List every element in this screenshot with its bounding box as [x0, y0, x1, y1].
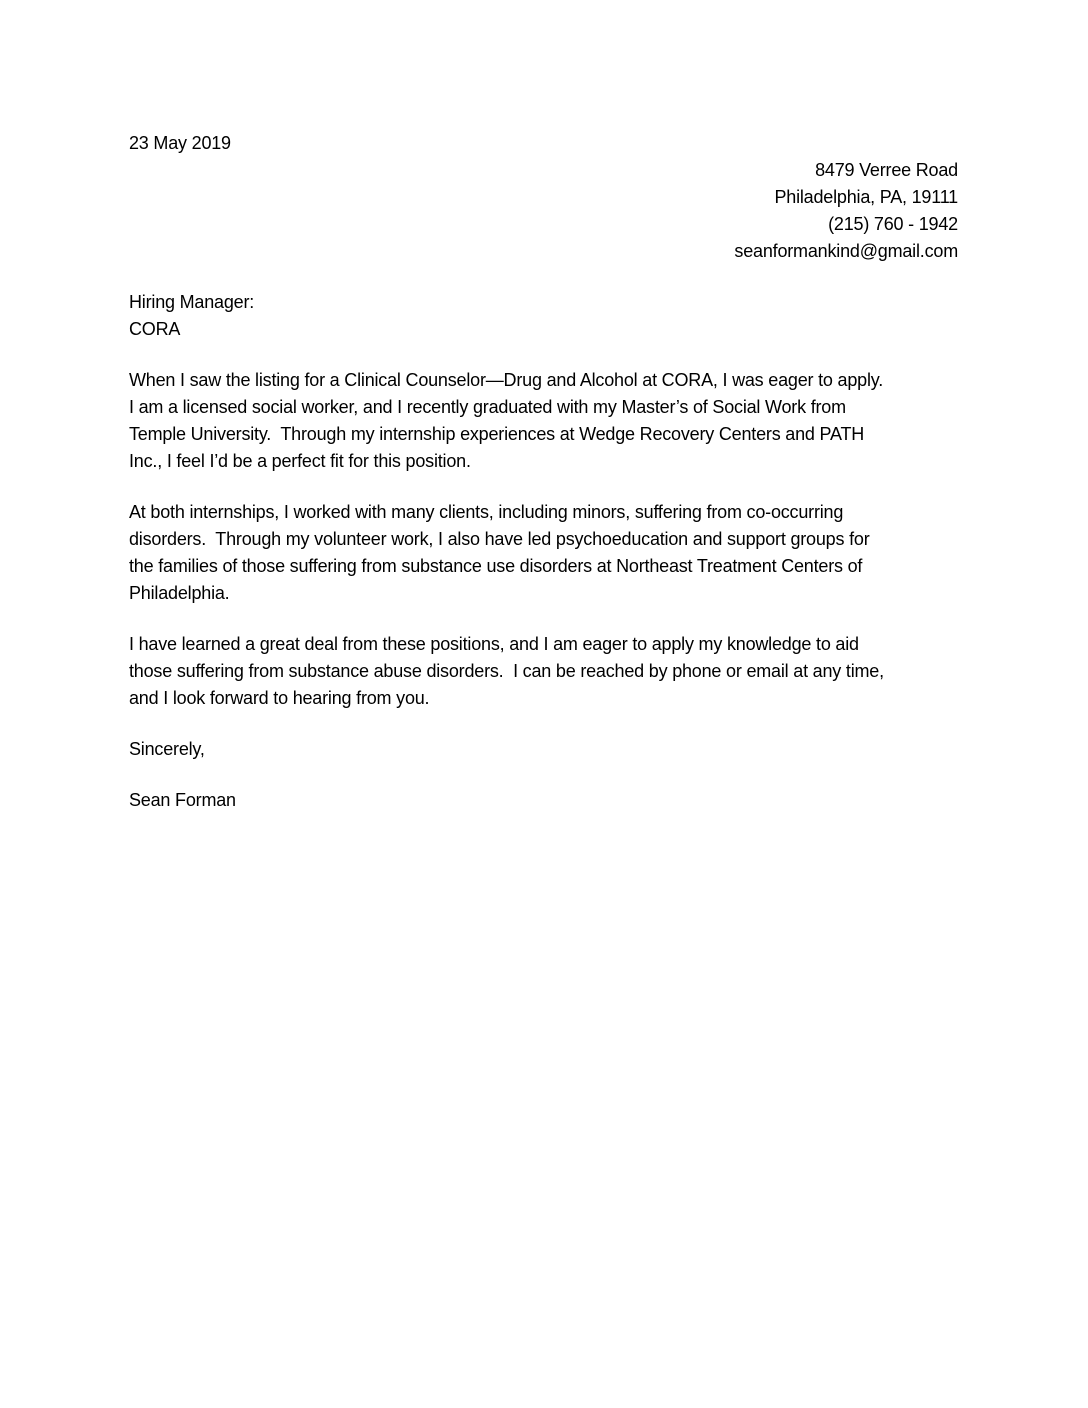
body-paragraph-2	[129, 499, 958, 607]
paragraph-line: Inc., I feel I’d be a perfect fit for this position.	[129, 451, 471, 471]
closing-salutation: Sincerely,	[129, 739, 205, 759]
paragraph-line: and I look forward to hearing from you.	[129, 688, 430, 708]
paragraph-line: Philadelphia.	[129, 583, 230, 603]
sender-city-state-zip: Philadelphia, PA, 19111	[774, 187, 958, 207]
body-paragraph-1	[129, 367, 958, 475]
paragraph-line: I have learned a great deal from these positions, and I am eager to apply my knowledge to aid	[129, 634, 859, 654]
sender-phone: (215) 760 - 1942	[828, 214, 958, 234]
paragraph-line: those suffering from substance abuse disorders. I can be reached by phone or email at any time,	[129, 661, 884, 681]
paragraph-line: When I saw the listing for a Clinical Counselor—Drug and Alcohol at CORA, I was eager to apply.	[129, 370, 884, 390]
paragraph-line: the families of those suffering from substance use disorders at Northeast Treatment Centers of	[129, 556, 863, 576]
recipient-block	[129, 289, 958, 343]
signature-name: Sean Forman	[129, 790, 236, 810]
sender-street-address: 8479 Verree Road	[815, 160, 958, 180]
letter-date: 23 May 2019	[129, 133, 231, 153]
paragraph-line: At both internships, I worked with many clients, including minors, suffering from co-occurring	[129, 502, 844, 522]
sender-contact-block	[129, 157, 958, 265]
sender-email: seanformankind@gmail.com	[734, 241, 958, 261]
paragraph-line: Temple University. Through my internship experiences at Wedge Recovery Centers and PATH	[129, 424, 865, 444]
recipient-salutation: Hiring Manager:	[129, 292, 255, 312]
recipient-organization: CORA	[129, 319, 181, 339]
paragraph-line: I am a licensed social worker, and I recently graduated with my Master’s of Social Work from	[129, 397, 846, 417]
body-paragraph-3	[129, 631, 958, 712]
paragraph-line: disorders. Through my volunteer work, I also have led psychoeducation and support groups for	[129, 529, 870, 549]
